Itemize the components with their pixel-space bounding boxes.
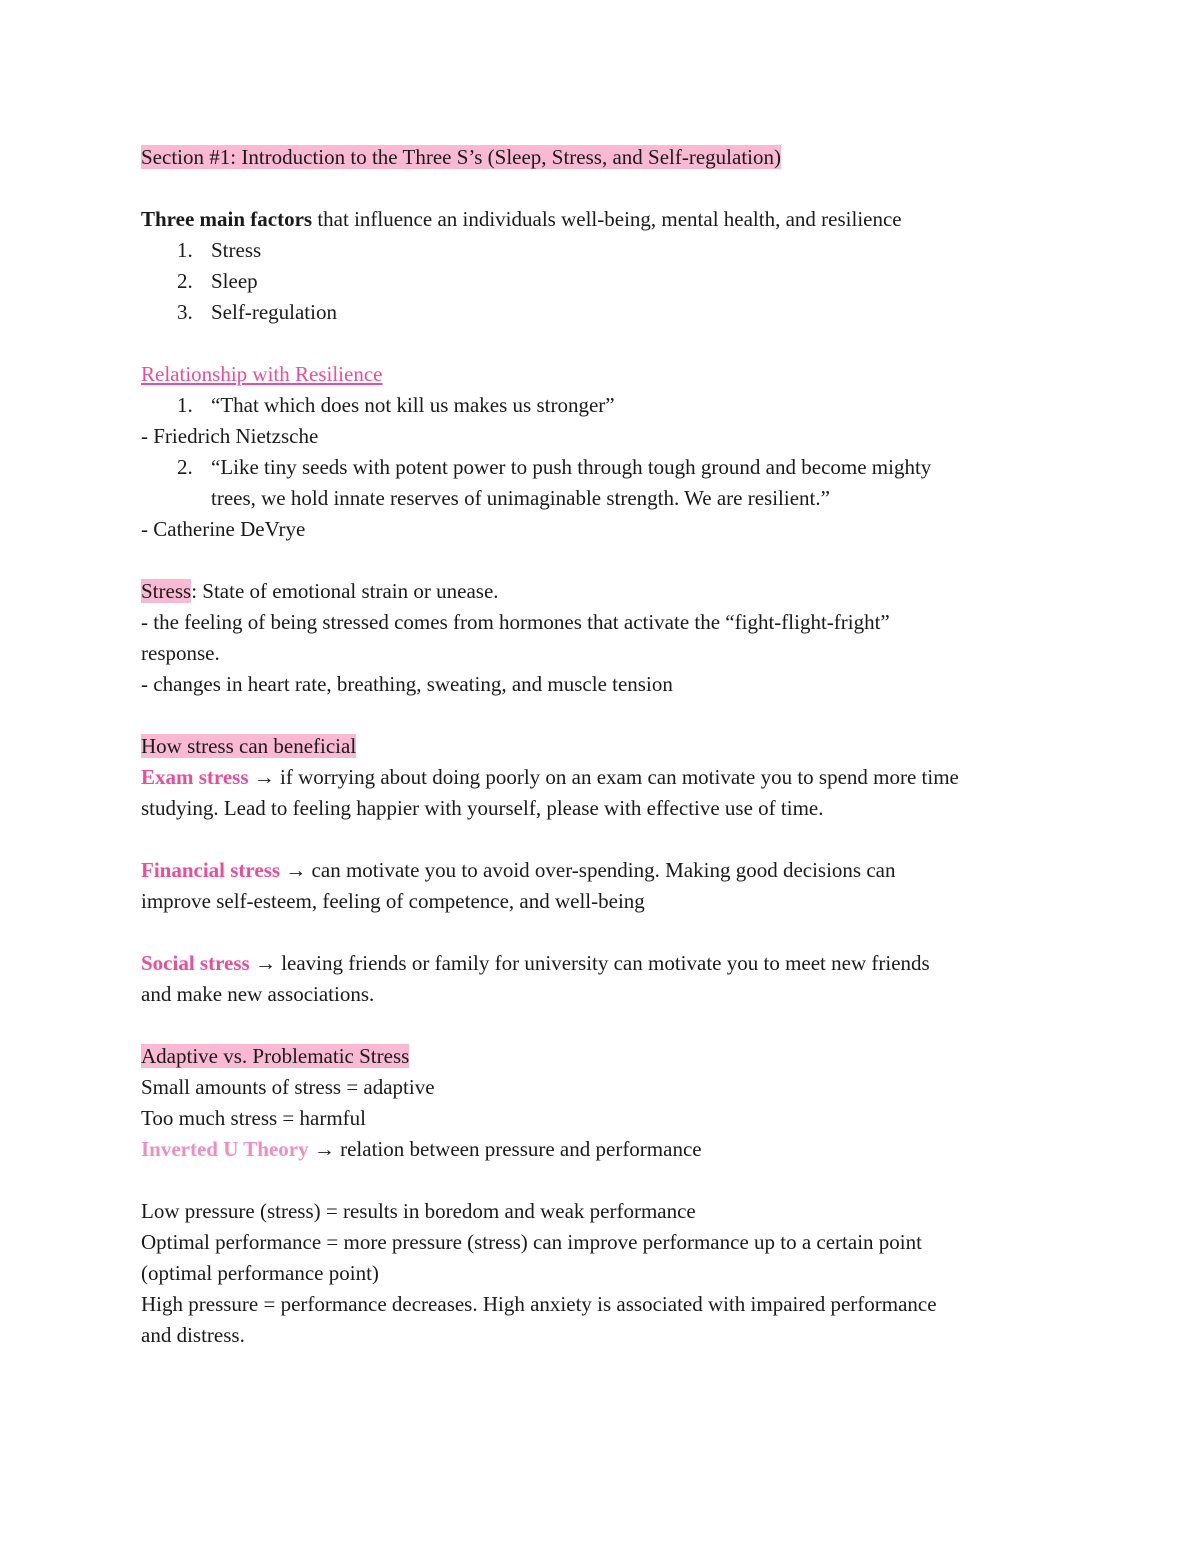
inverted-u-text: → relation between pressure and performance: [308, 1137, 702, 1161]
social-stress-text: → leaving friends or family for university can motivate you to meet new friends: [249, 951, 930, 975]
list-number: 2.: [177, 455, 193, 479]
adaptive-heading-line: [141, 1041, 1071, 1072]
list-number: 1.: [177, 393, 193, 417]
optimal-line: Optimal performance = more pressure (stress) can improve performance up to a certain point: [141, 1230, 922, 1254]
beneficial-heading-line: [141, 731, 1071, 762]
social-stress-term: Social stress: [141, 951, 250, 975]
factors-lead-bold: Three main factors: [141, 207, 313, 231]
exam-stress-line: [141, 762, 1071, 793]
stress-definition-text: : State of emotional strain or unease.: [191, 579, 499, 603]
document-page: [141, 142, 1071, 1351]
blank-line: [141, 545, 1071, 576]
inverted-u-term: Inverted U Theory: [141, 1137, 309, 1161]
social-stress-line: [141, 948, 1071, 979]
high-pressure-continued: and distress.: [141, 1323, 245, 1347]
factors-lead-rest: that influence an individuals well-being, mental health, and resilience: [312, 207, 902, 231]
stress-term: Stress: [141, 579, 192, 603]
social-stress-continued: and make new associations.: [141, 982, 375, 1006]
adaptive-line: Small amounts of stress = adaptive: [141, 1075, 435, 1099]
quote-text: “Like tiny seeds with potent power to push through tough ground and become mighty: [211, 455, 932, 479]
inverted-u-line: [141, 1134, 1071, 1165]
stress-note: - the feeling of being stressed comes from hormones that activate the “fight-flight-fright”: [141, 610, 890, 634]
beneficial-heading: How stress can beneficial: [141, 734, 357, 758]
list-item: [141, 235, 1071, 266]
optimal-line-continued: (optimal performance point): [141, 1261, 379, 1285]
exam-stress-text: → if worrying about doing poorly on an exam can motivate you to spend more time: [248, 765, 959, 789]
blank-line: [141, 1165, 1071, 1196]
list-item: [141, 297, 1071, 328]
resilience-heading: Relationship with Resilience: [141, 362, 383, 386]
financial-stress-line: [141, 855, 1071, 886]
financial-stress-term: Financial stress: [141, 858, 281, 882]
list-item-text: Stress: [211, 238, 262, 262]
blank-line: [141, 173, 1071, 204]
list-item-text: Self-regulation: [211, 300, 337, 324]
blank-line: [141, 700, 1071, 731]
high-pressure-line: High pressure = performance decreases. High anxiety is associated with impaired performance: [141, 1292, 937, 1316]
low-pressure-line: Low pressure (stress) = results in boredom and weak performance: [141, 1199, 696, 1223]
blank-line: [141, 917, 1071, 948]
stress-definition: [141, 576, 1071, 607]
exam-stress-term: Exam stress: [141, 765, 249, 789]
quote-text-continued: trees, we hold innate reserves of unimaginable strength. We are resilient.”: [211, 486, 830, 510]
stress-note: - changes in heart rate, breathing, sweating, and muscle tension: [141, 672, 673, 696]
resilience-heading-line: [141, 359, 1071, 390]
quote-author: - Friedrich Nietzsche: [141, 424, 319, 448]
list-number: 2.: [177, 269, 193, 293]
factors-intro: [141, 204, 1071, 235]
blank-line: [141, 328, 1071, 359]
quote-author: - Catherine DeVrye: [141, 517, 306, 541]
exam-stress-continued: studying. Lead to feeling happier with yourself, please with effective use of time.: [141, 796, 824, 820]
financial-stress-continued: improve self-esteem, feeling of competence, and well-being: [141, 889, 645, 913]
quote-text: “That which does not kill us makes us stronger”: [211, 393, 615, 417]
blank-line: [141, 1010, 1071, 1041]
list-number: 3.: [177, 300, 193, 324]
section-title: Section #1: Introduction to the Three S’s (Sleep, Stress, and Self-regulation): [141, 145, 781, 169]
quote-item: [141, 390, 1071, 421]
quote-item: [141, 452, 1071, 483]
adaptive-line: Too much stress = harmful: [141, 1106, 367, 1130]
financial-stress-text: → can motivate you to avoid over-spending. Making good decisions can: [280, 858, 896, 882]
list-item: [141, 266, 1071, 297]
list-item-text: Sleep: [211, 269, 258, 293]
stress-note: response.: [141, 641, 220, 665]
adaptive-heading: Adaptive vs. Problematic Stress: [141, 1044, 410, 1068]
blank-line: [141, 824, 1071, 855]
section-title-line: [141, 142, 1071, 173]
list-number: 1.: [177, 238, 193, 262]
